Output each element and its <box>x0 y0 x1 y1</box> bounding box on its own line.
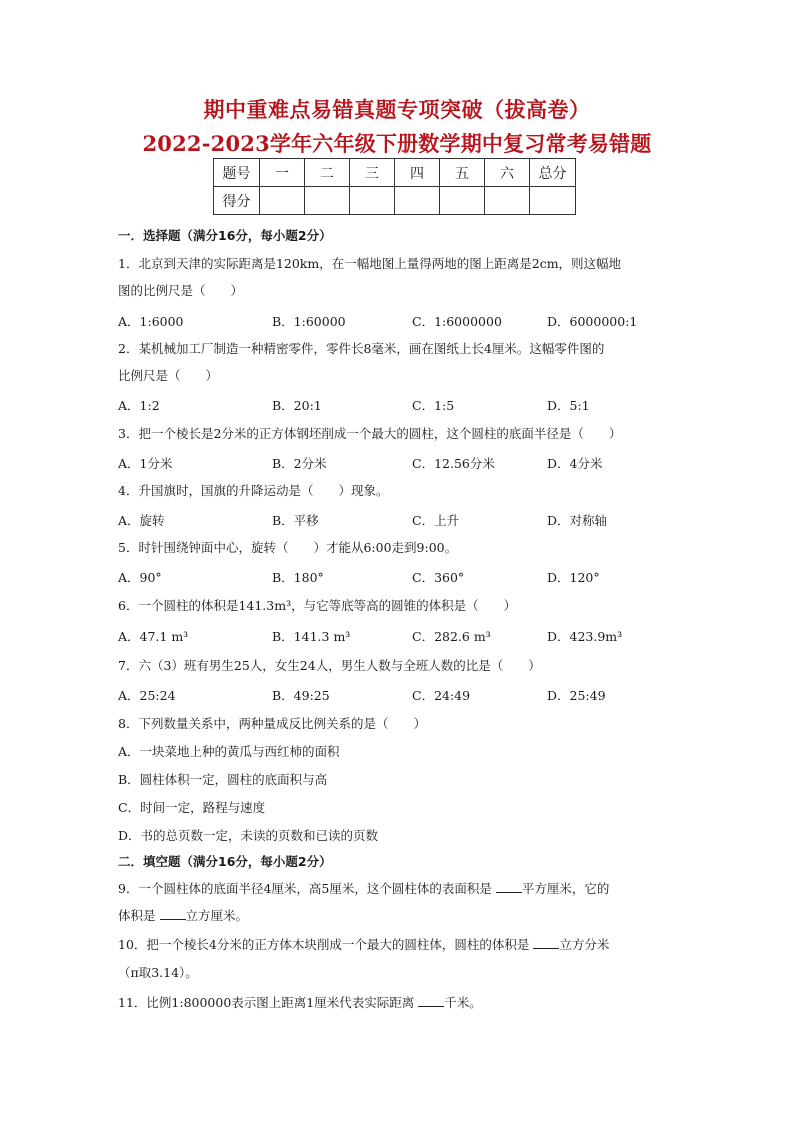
question-8-option-c[interactable]: C．时间一定，路程与速度 <box>118 800 266 815</box>
question-11-text-b: 千米。 <box>444 995 482 1010</box>
answer-blank[interactable] <box>533 936 559 949</box>
question-2-option-b[interactable]: B．20:1 <box>272 398 322 413</box>
question-11-text-a: 11．比例1:800000表示图上距离1厘米代表实际距离 <box>118 995 415 1010</box>
question-6-option-c[interactable]: C．282.6 m³ <box>412 629 491 644</box>
score-table-score-row <box>214 187 576 215</box>
question-2-line-2: 比例尺是（ ） <box>118 368 219 383</box>
answer-blank[interactable] <box>496 880 522 893</box>
question-9-line-2 <box>118 906 248 924</box>
page-subtitle: 2022-2023学年六年级下册数学期中复习常考易错题 <box>142 131 652 156</box>
question-4-option-b[interactable]: B．平移 <box>272 513 319 528</box>
question-2-option-a[interactable]: A．1:2 <box>118 398 160 413</box>
question-9-line-1 <box>118 879 609 897</box>
question-6-option-b[interactable]: B．141.3 m³ <box>272 629 351 644</box>
question-8-option-a[interactable]: A．一块菜地上种的黄瓜与西红柿的面积 <box>118 744 340 759</box>
question-6-option-a[interactable]: A．47.1 m³ <box>118 629 189 644</box>
question-8-line-1: 8．下列数量关系中，两种量成反比例关系的是（ ） <box>118 716 426 731</box>
question-9-text-b: 平方厘米，它的 <box>521 881 610 896</box>
question-11-line-1 <box>118 993 482 1011</box>
score-cell: 题号 <box>214 159 260 187</box>
question-6-line-1: 6．一个圆柱的体积是141.3m³，与它等底等高的圆锥的体积是（ ） <box>118 598 517 613</box>
question-2-line-1: 2．某机械加工厂制造一种精密零件，零件长8毫米，画在图纸上长4厘米。这幅零件图的 <box>118 341 605 356</box>
question-5-option-d[interactable]: D．120° <box>547 570 600 585</box>
score-table <box>213 158 576 215</box>
question-5-option-c[interactable]: C．360° <box>412 570 465 585</box>
question-10-line-1 <box>118 935 609 953</box>
question-3-option-a[interactable]: A．1分米 <box>118 456 173 471</box>
answer-blank[interactable] <box>160 907 186 920</box>
page-title: 期中重难点易错真题专项突破（拔高卷） <box>203 97 591 122</box>
score-cell: 总分 <box>530 159 576 187</box>
question-3-option-b[interactable]: B．2分米 <box>272 456 327 471</box>
question-8-option-b[interactable]: B．圆柱体积一定，圆柱的底面积与高 <box>118 772 328 787</box>
question-7-option-a[interactable]: A．25:24 <box>118 688 176 703</box>
question-2-option-d[interactable]: D．5:1 <box>547 398 590 413</box>
question-5-line-1: 5．时针围绕钟面中心，旋转（ ）才能从6:00走到9:00。 <box>118 540 458 555</box>
answer-blank[interactable] <box>418 994 444 1007</box>
score-cell: 六 <box>485 159 530 187</box>
question-8-option-d[interactable]: D．书的总页数一定，未读的页数和已读的页数 <box>118 828 379 843</box>
question-7-line-1: 7．六（3）班有男生25人，女生24人，男生人数与全班人数的比是（ ） <box>118 658 541 673</box>
score-input-cell[interactable] <box>350 187 395 215</box>
score-cell: 三 <box>350 159 395 187</box>
score-input-cell[interactable] <box>305 187 350 215</box>
section-heading-fill: 二．填空题（满分16分，每小题2分） <box>118 854 332 869</box>
question-5-option-b[interactable]: B．180° <box>272 570 324 585</box>
question-10-text-a: 10．把一个棱长4分米的正方体木块削成一个最大的圆柱体，圆柱的体积是 <box>118 937 530 952</box>
score-cell: 得分 <box>214 187 260 215</box>
section-heading-choice: 一．选择题（满分16分，每小题2分） <box>118 228 332 243</box>
question-3-option-d[interactable]: D．4分米 <box>547 456 603 471</box>
question-3-line-1: 3．把一个棱长是2分米的正方体钢坯削成一个最大的圆柱，这个圆柱的底面半径是（ ） <box>118 426 622 441</box>
score-input-cell[interactable] <box>485 187 530 215</box>
score-table-header-row <box>214 159 576 187</box>
question-7-option-d[interactable]: D．25:49 <box>547 688 606 703</box>
question-1-option-a[interactable]: A．1:6000 <box>118 314 184 329</box>
score-input-cell[interactable] <box>260 187 305 215</box>
score-cell: 五 <box>440 159 485 187</box>
question-9-text-c: 体积是 <box>118 908 156 923</box>
question-1-line-2: 图的比例尺是（ ） <box>118 283 244 298</box>
question-4-option-d[interactable]: D．对称轴 <box>547 513 608 528</box>
score-input-cell[interactable] <box>440 187 485 215</box>
question-5-option-a[interactable]: A．90° <box>118 570 162 585</box>
question-2-option-c[interactable]: C．1:5 <box>412 398 455 413</box>
question-9-text-a: 9．一个圆柱体的底面半径4厘米，高5厘米，这个圆柱体的表面积是 <box>118 881 492 896</box>
question-1-option-b[interactable]: B．1:60000 <box>272 314 346 329</box>
question-6-option-d[interactable]: D．423.9m³ <box>547 629 623 644</box>
question-1-option-d[interactable]: D．6000000:1 <box>547 314 638 329</box>
question-1-option-c[interactable]: C．1:6000000 <box>412 314 502 329</box>
question-7-option-c[interactable]: C．24:49 <box>412 688 471 703</box>
question-10-line-2: （π取3.14）。 <box>118 965 198 980</box>
question-3-option-c[interactable]: C．12.56分米 <box>412 456 495 471</box>
score-input-cell[interactable] <box>395 187 440 215</box>
question-9-text-d: 立方厘米。 <box>185 908 249 923</box>
score-cell: 四 <box>395 159 440 187</box>
score-input-cell[interactable] <box>530 187 576 215</box>
question-4-line-1: 4．升国旗时，国旗的升降运动是（ ）现象。 <box>118 483 389 498</box>
question-7-option-b[interactable]: B．49:25 <box>272 688 330 703</box>
question-1-line-1: 1．北京到天津的实际距离是120km，在一幅地图上量得两地的图上距离是2cm，则这幅地 <box>118 256 622 271</box>
question-10-text-b: 立方分米 <box>559 937 610 952</box>
question-4-option-a[interactable]: A．旋转 <box>118 513 165 528</box>
score-cell: 一 <box>260 159 305 187</box>
score-cell: 二 <box>305 159 350 187</box>
question-4-option-c[interactable]: C．上升 <box>412 513 460 528</box>
